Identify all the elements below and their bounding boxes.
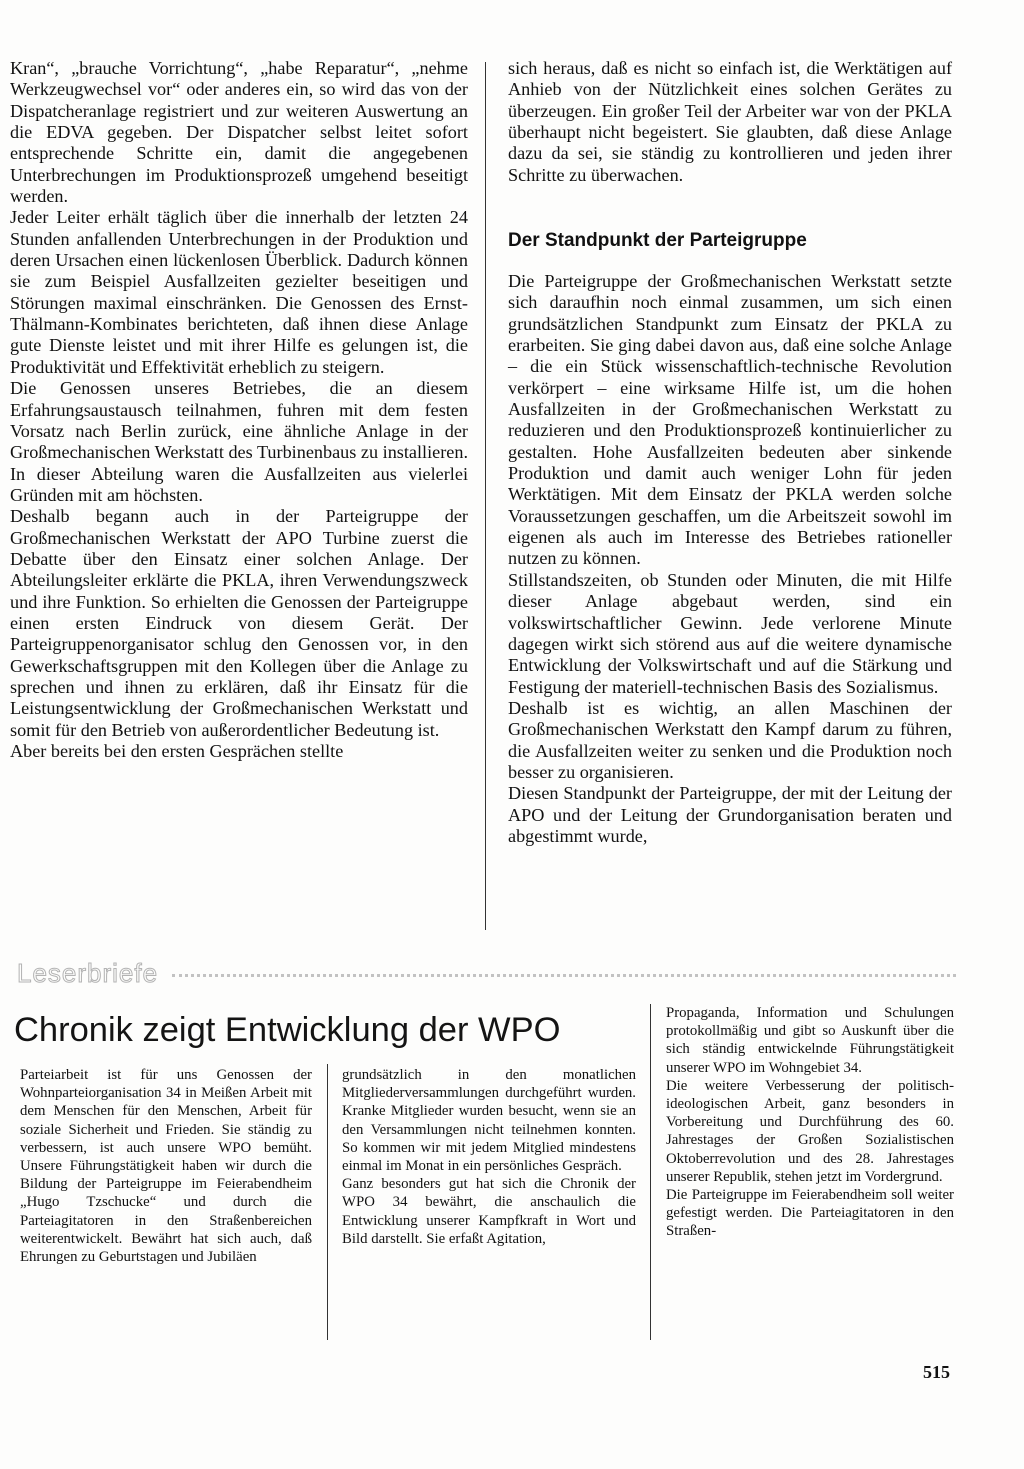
letter-column-3: Propaganda, Information und Schulungen protokollmäßig und gibt so Auskunft über die sich ständig entwickelnde Führungstätigkeit unserer WPO im Wohngebiet 34. Die weitere Verbesserung der politisch-ideologischen Arbeit, ganz besonders in Vorbereitung und Durchführung des 60. Jahrestages der Großen Sozialistischen Oktoberrevolution und des 28. Jahrestages unserer Republik, stehen jetzt im Vordergrund. Die Parteigruppe im Feierabendheim soll weiter gefestigt werden. Die Parteiagitatoren in den Straßen- bbox=[666, 1005, 954, 1240]
letter-column-divider-1 bbox=[327, 1064, 328, 1340]
section-rule bbox=[172, 974, 956, 977]
letter-column-divider-2 bbox=[650, 1004, 651, 1340]
article-column-1: Kran“, „brauche Vorrichtung“, „habe Reparatur“, „nehme Werkzeugwechsel vor“ oder anderes ein, so wird das von der Dispatcheranlage registriert und zur weiteren Auswertung an die EDVA gegeben. Der Dispatcher selbst leitet sofort entsprechende Schritte ein, damit die angegebenen Unterbrechungen im Produktionsprozeß umgehend beseitigt werden. Jeder Leiter erhält täglich über die innerhalb der letzten 24 Stunden anfallenden Unterbrechungen in der Produktion und deren Ursachen einen lückenlosen Überblick. Dadurch können sie zum Beispiel Ausfallzeiten gezielter beseitigen und Störungen maximal einschränken. Die Genossen des Ernst-Thälmann-Kombinates berichteten, daß ihnen diese Anlage gute Dienste leistet und mit ihrer Hilfe es gelungen ist, die Produktivität und Effektivität erheblich zu steigern. Die Genossen unseres Betriebes, die an diesem Erfahrungsaustausch teilnahmen, fuhren mit dem festen Vorsatz nach Berlin zurück, eine ähnliche Anlage in der Großmechanischen Werkstatt des Turbinenbaus zu installieren. In dieser Abteilung waren die Ausfallzeiten aus vielerlei Gründen mit am höchsten. Deshalb begann auch in der Parteigruppe der Großmechanischen Werkstatt der APO Turbine zuerst die Debatte über den Einsatz einer solchen Anlage. Der Abteilungsleiter erklärte die PKLA, ihren Verwendungszweck und ihre Funktion. So erhielten die Genossen der Parteigruppe einen ersten Eindruck von diesem Gerät. Der Parteigruppenorganisator schlug den Genossen vor, in den Gewerkschaftsgruppen mit den Kollegen über die Anlage zu sprechen und ihnen zu erklären, daß ihr Einsatz für die Leistungsentwicklung der Großmechanischen Werkstatt und somit für den Betrieb von außerordentlicher Bedeutung ist. Aber bereits bei den ersten Gesprächen stellte bbox=[10, 58, 468, 761]
letter-headline: Chronik zeigt Entwicklung der WPO bbox=[14, 1011, 561, 1049]
page-number: 515 bbox=[923, 1362, 950, 1382]
article-column-2-body: Die Parteigruppe der Großmechanischen Werkstatt setzte sich daraufhin noch einmal zusammen, um sich einen grundsätzlichen Standpunkt zum Einsatz der PKLA zu erarbeiten. Sie ging dabei davon aus, daß eine solche Anlage – die ein Stück wissenschaftlich-technische Revolution verkörpert – eine wirksame Hilfe ist, um die hohen Ausfallzeiten in der Großmechanischen Werkstatt zu reduzieren und den Produktionsprozeß kontinuierlicher zu gestalten. Hohe Ausfallzeiten bedeuten aber sinkende Produktion und damit auch weniger Lohn für jeden Werktätigen. Mit dem Einsatz der PKLA werden solche Voraussetzungen geschaffen, um die Arbeitszeit sowohl im eigenen als auch im Interesse des Betriebes rationeller nutzen zu können. Stillstandszeiten, ob Stunden oder Minuten, die mit Hilfe dieser Anlage abgebaut werden, sind ein volkswirtschaftlicher Gewinn. Jede verlorene Minute dagegen wirkt sich störend aus auf die weitere dynamische Entwicklung der Volkswirtschaft und auf die Stärkung und Festigung der materiell-technischen Basis des Sozialismus. Deshalb ist es wichtig, an allen Maschinen der Großmechanischen Werkstatt den Kampf darum zu führen, die Ausfallzeiten weiter zu senken und die Produktion noch besser zu organisieren. Diesen Standpunkt der Parteigruppe, der mit der Leitung der APO und der Leitung der Grundorganisation beraten und abgestimmt wurde, bbox=[508, 271, 952, 846]
section-label: Leserbriefe bbox=[17, 958, 159, 988]
column-divider bbox=[485, 62, 486, 930]
article-column-2-intro: sich heraus, daß es nicht so einfach ist, die Werktätigen auf Anhieb von der Nützlichkeit eines solchen Gerätes zu überzeugen. Ein großer Teil der Arbeiter war von der PKLA überhaupt nicht begeistert. Sie glaubten, daß diese Anlage dazu da sei, sie ständig zu kontrollieren und jeden ihrer Schritte zu überwachen. bbox=[508, 58, 952, 185]
letter-column-2: grundsätzlich in den monatlichen Mitgliederversammlungen durchgeführt wurden. Kranke Mitglieder wurden besucht, wenn sie an den Versammlungen nicht teilnehmen konnten. So kommen wir mit jedem Mitglied mindestens einmal im Monat in ein persönliches Gespräch. Ganz besonders gut hat sich die Chronik der WPO 34 bewährt, die anschaulich die Entwicklung unserer Kampfkraft in Wort und Bild darstellt. Sie erfaßt Agitation, bbox=[342, 1067, 636, 1247]
article-subheading: Der Standpunkt der Parteigruppe bbox=[508, 230, 807, 251]
letter-column-1: Parteiarbeit ist für uns Genossen der Wohnparteiorganisation 34 in Meißen Arbeit mit dem Menschen für den Menschen, Arbeit für soziale Sicherheit und Frieden. Sie ständig zu verbessern, ist auch unsere WPO bemüht. Unsere Führungstätigkeit haben wir durch die Bildung der Parteigruppe im Feierabendheim „Hugo Tzschucke“ und durch die Parteiagitatoren in den Straßenbereichen weiterentwickelt. Bewährt hat sich auch, daß Ehrungen zu Geburtstagen und Jubiläen bbox=[20, 1067, 312, 1266]
